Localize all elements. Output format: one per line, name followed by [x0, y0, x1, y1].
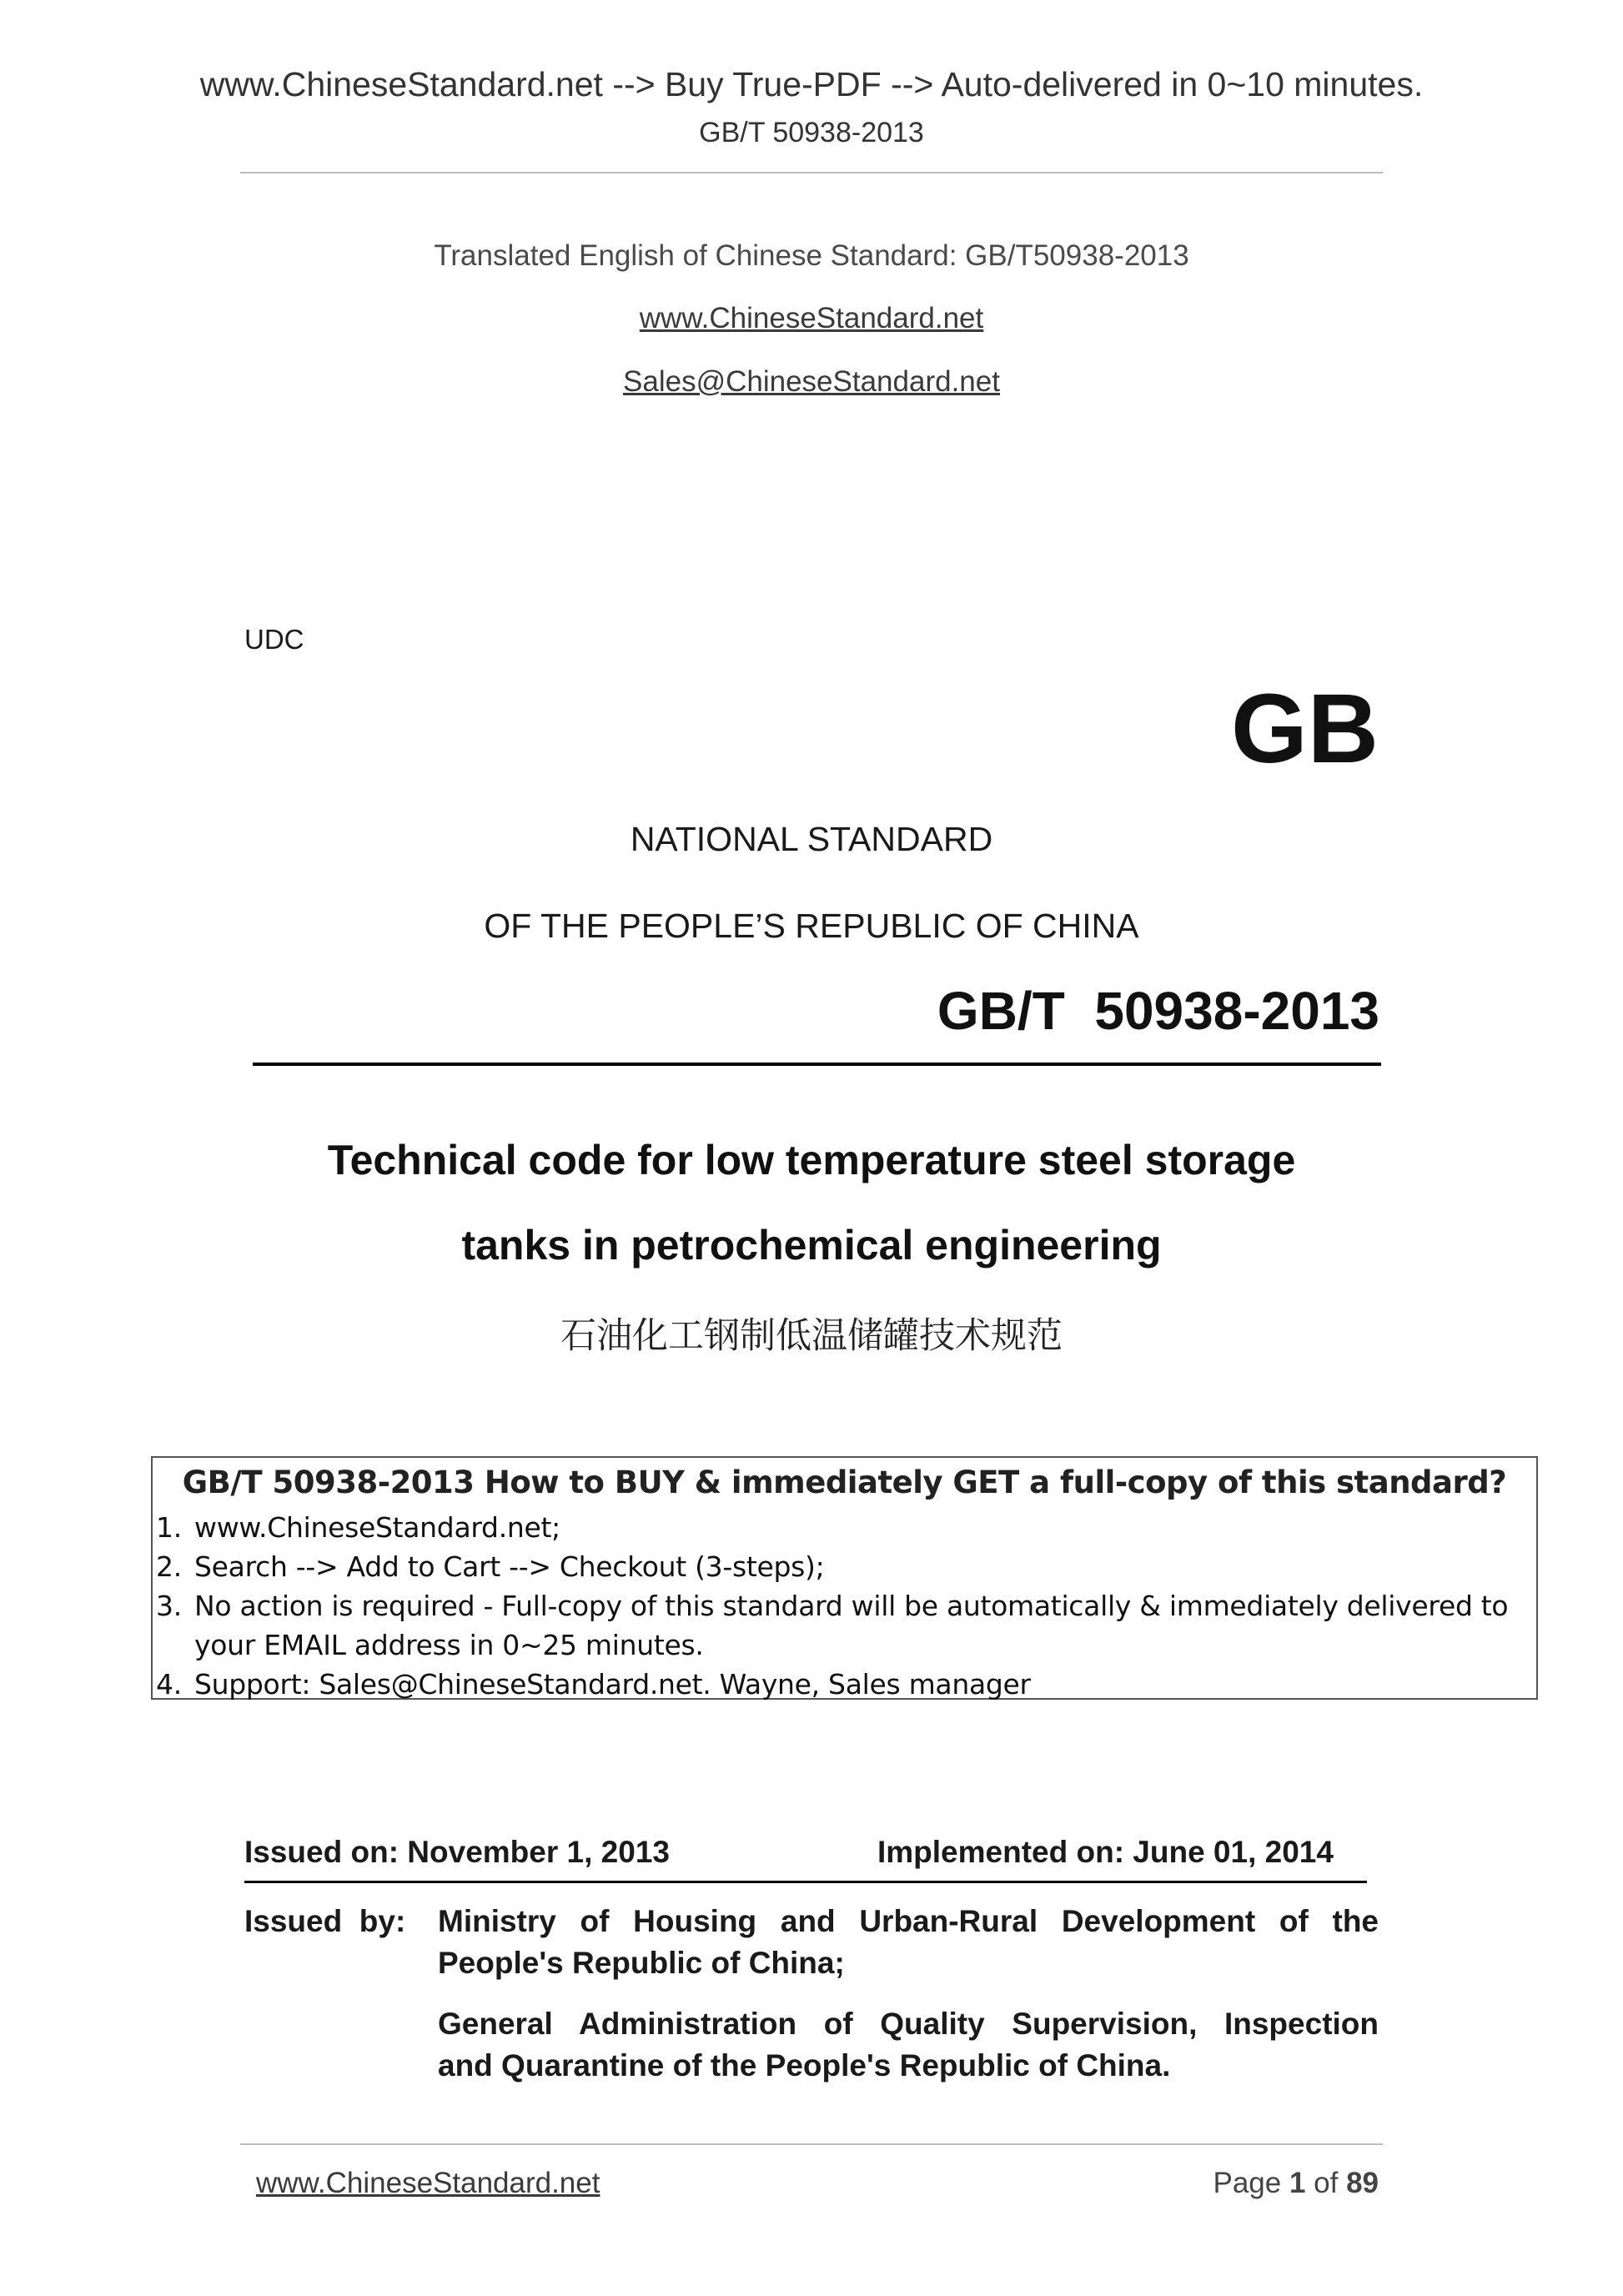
buy-box-title: GB/T 50938-2013 How to BUY & immediately GET a full-copy of this standard?	[182, 1465, 1507, 1500]
footer-site-wrap	[256, 2167, 600, 2200]
title-line2: tanks in petrochemical engineering	[461, 1222, 1162, 1269]
buy-step-continuation	[156, 1629, 704, 1661]
title-divider	[253, 1063, 1381, 1066]
issuer-2-line1: General Administration of Quality Supervision, Inspection	[438, 2007, 1379, 2041]
page-prefix: Page	[1213, 2167, 1289, 2199]
page-of: of	[1305, 2167, 1347, 2199]
buy-step	[156, 1511, 560, 1544]
buy-step-num: 1.	[156, 1511, 182, 1544]
buy-step-num: 2.	[156, 1550, 182, 1583]
issuer-1-line1: Ministry of Housing and Urban-Rural Development of the	[438, 1904, 1379, 1938]
buy-step-text: your EMAIL address in 0~25 minutes.	[194, 1629, 704, 1661]
issued-on: Issued on: November 1, 2013	[244, 1835, 670, 1869]
buy-step-text[interactable]: www.ChineseStandard.net;	[194, 1511, 560, 1544]
translated-line: Translated English of Chinese Standard: GB/T50938-2013	[434, 239, 1189, 272]
header-banner: www.ChineseStandard.net --> Buy True-PDF --> Auto-delivered in 0~10 minutes.	[199, 65, 1424, 103]
implemented-on: Implemented on: June 01, 2014	[877, 1835, 1334, 1869]
issuer-1-line2: People's Republic of China;	[438, 1946, 845, 1980]
page-total: 89	[1346, 2167, 1379, 2199]
buy-step-text: No action is required - Full-copy of this standard will be automatically & immediately delivered to	[194, 1590, 1509, 1622]
header-code: GB/T 50938-2013	[699, 117, 924, 148]
prc-line: OF THE PEOPLE’S REPUBLIC OF CHINA	[484, 907, 1139, 945]
page-number	[1213, 2167, 1379, 2200]
footer-divider	[240, 2143, 1383, 2145]
footer-site-link[interactable]: www.ChineseStandard.net	[256, 2167, 600, 2199]
buy-box	[151, 1456, 1538, 1700]
buy-step-num: 3.	[156, 1590, 182, 1622]
title-chinese: 石油化工钢制低温储罐技术规范	[560, 1315, 1063, 1357]
buy-step	[156, 1668, 1031, 1701]
buy-step	[156, 1550, 824, 1583]
buy-step-text: Search --> Add to Cart --> Checkout (3-steps);	[194, 1550, 825, 1583]
title-line1: Technical code for low temperature steel storage	[327, 1137, 1296, 1183]
standard-number: GB/T 50938-2013	[937, 981, 1379, 1041]
issued-by-label: Issued by:	[244, 1904, 406, 1938]
issuer-2-line2: and Quarantine of the People's Republic of China.	[438, 2048, 1171, 2082]
national-standard: NATIONAL STANDARD	[630, 820, 993, 858]
udc-label: UDC	[244, 624, 304, 655]
buy-step-num: 4.	[156, 1668, 182, 1701]
buy-step-text: Support: Sales@ChineseStandard.net. Wayne, Sales manager	[194, 1668, 1031, 1701]
buy-step	[156, 1590, 1508, 1622]
page-current: 1	[1289, 2167, 1306, 2199]
gb-mark: GB	[1231, 674, 1379, 784]
site-link-wrap	[0, 302, 1623, 335]
sales-link-wrap	[0, 365, 1623, 399]
site-link[interactable]: www.ChineseStandard.net	[639, 302, 984, 334]
header-divider	[240, 172, 1383, 173]
dates-divider	[244, 1881, 1367, 1883]
sales-link[interactable]: Sales@ChineseStandard.net	[623, 365, 1000, 398]
